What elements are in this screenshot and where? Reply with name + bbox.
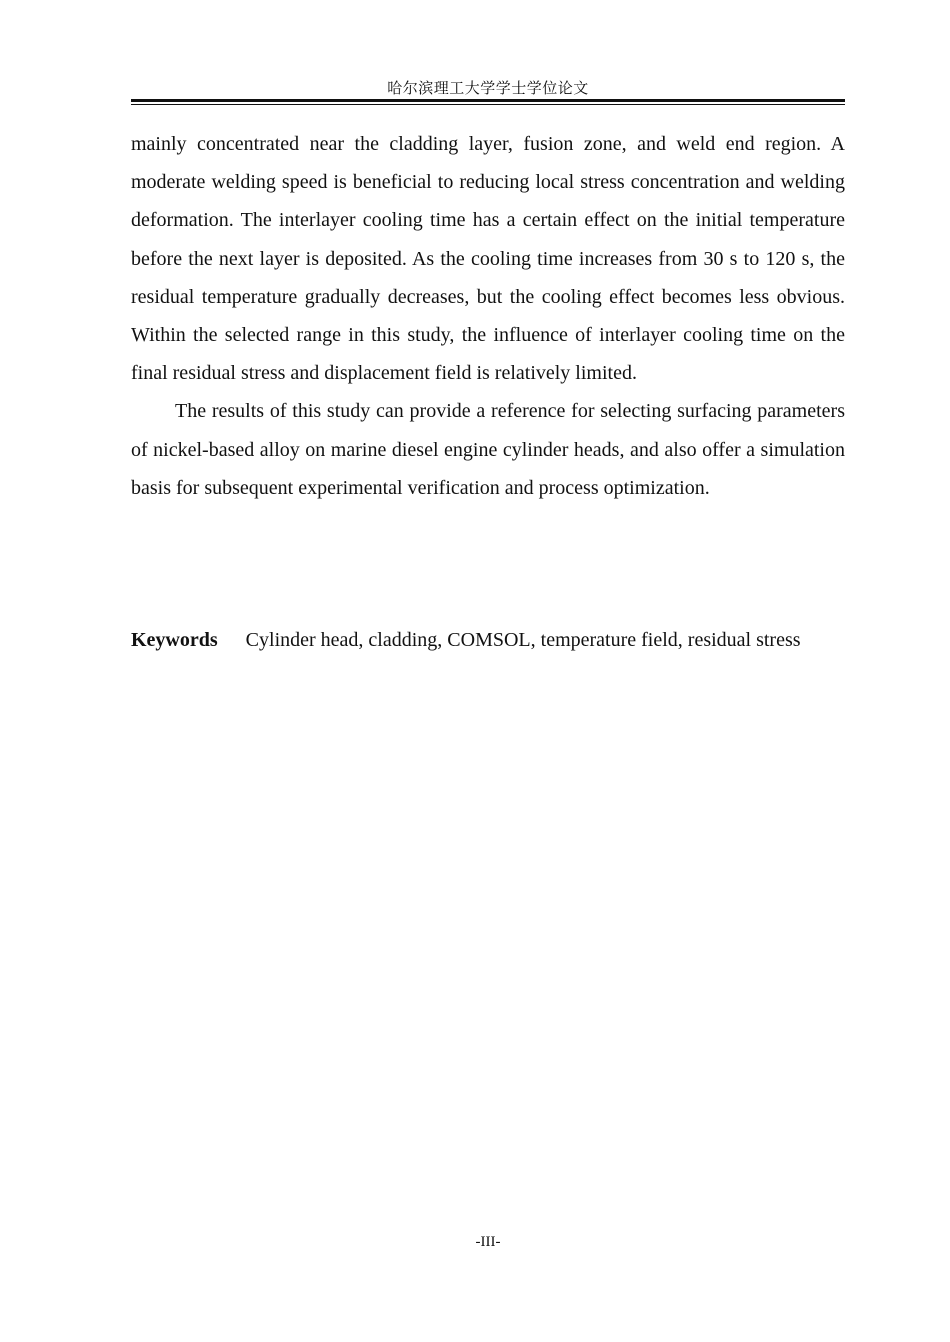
keywords-section (131, 621, 845, 659)
abstract-paragraph-1: mainly concentrated near the cladding layer, fusion zone, and weld end region. A moderate welding speed is beneficial to reducing local stress concentration and welding deformation. The interlayer cooling time has a certain effect on the initial temperature before the next layer is deposited. As the cooling time increases from 30 s to 120 s, the residual temperature gradually decreases, but the cooling effect becomes less obvious. Within the selected range in this study, the influence of interlayer cooling time on the final residual stress and displacement field is relatively limited. (131, 133, 845, 385)
keywords-text: Cylinder head, cladding, COMSOL, temperature field, residual stress (245, 629, 801, 651)
page-number: -III- (475, 1234, 501, 1250)
running-header: 哈尔滨理工大学学士学位论文 (387, 79, 589, 97)
keywords-label: Keywords (131, 629, 218, 651)
abstract-body (131, 125, 845, 507)
abstract-paragraph-2: The results of this study can provide a reference for selecting surfacing parameters of nickel-based alloy on marine diesel engine cylinder heads, and also offer a simulation basis for subsequent experimental verification and process optimization. (131, 400, 845, 499)
header-rule-thick (131, 99, 845, 102)
header-rule-thin (131, 104, 845, 105)
